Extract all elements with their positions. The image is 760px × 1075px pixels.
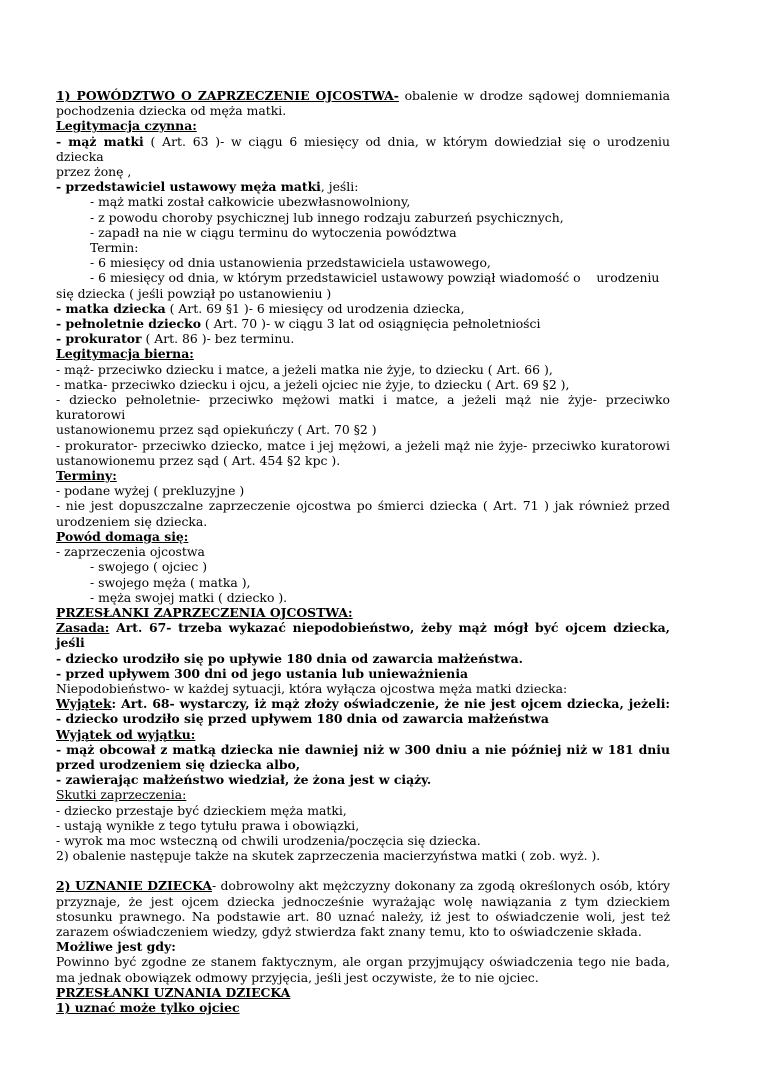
text-line: pochodzenia dziecka od męża matki. xyxy=(56,103,287,119)
section1-heading: 1) POWÓDZTWO O ZAPRZECZENIE OJCOSTWA- xyxy=(56,88,399,103)
subheading-powod: Powód domaga się: xyxy=(56,528,189,544)
section1-line1: 1) POWÓDZTWO O ZAPRZECZENIE OJCOSTWA- obalenie w drodze sądowej domniemania xyxy=(56,88,670,103)
text-line: 2) obalenie następuje także na skutek zaprzeczenia macierzyństwa matki ( zob. wyż. ). xyxy=(56,848,601,864)
list-item: - 6 miesięcy od dnia, w którym przedstawiciel ustawowy powziął wiadomość o urodzeniu xyxy=(90,270,660,286)
text-line: - pełnoletnie dziecko ( Art. 70 )- w ciągu 3 lat od osiągnięcia pełnoletniości xyxy=(56,316,541,332)
text-line: - przed upływem 300 dni od jego ustania lub unieważnienia xyxy=(56,665,469,681)
text-line: ma jednak obowiązek odmowy przyjęcia, jeśli jest oczywiste, że to nie ojciec. xyxy=(56,969,539,985)
text-line: - zawierając małżeństwo wiedział, że żona jest w ciąży. xyxy=(56,772,432,788)
subheading-legitymacja-czynna: Legitymacja czynna: xyxy=(56,118,197,134)
text-line: - dziecko urodziło się po upływie 180 dnia od zawarcia małżeństwa. xyxy=(56,650,523,666)
text-line: - podane wyżej ( prekluzyjne ) xyxy=(56,483,245,499)
text-line: Zasada: Art. 67- trzeba wykazać niepodobieństwo, żeby mąż mógł być ojcem dziecka, jeśli xyxy=(56,620,670,651)
text-line: Wyjątek: Art. 68- wystarczy, iż mąż złoży oświadczenie, że nie jest ojcem dziecka, jeżeli: xyxy=(56,696,670,712)
text-line: Termin: xyxy=(90,240,139,256)
text-line: przed urodzeniem się dziecka albo, xyxy=(56,756,301,772)
text-line: - prokurator ( Art. 86 )- bez terminu. xyxy=(56,331,295,347)
text-line: - mąż obcował z matką dziecka nie dawniej niż w 300 dniu a nie później niż w 181 dniu xyxy=(56,741,670,757)
text-line: urodzeniem się dziecka. xyxy=(56,513,208,529)
subheading-mozliwe: Możliwe jest gdy: xyxy=(56,939,176,955)
text-line: - mąż- przeciwko dziecku i matce, a jeżeli matka nie żyje, to dziecku ( Art. 66 ), xyxy=(56,361,553,377)
text-line: - dziecko pełnoletnie- przeciwko mężowi matki i matce, a jeżeli mąż nie żyje- przeciwko kuratorowi xyxy=(56,392,670,423)
text-line: - dziecko przestaje być dzieckiem męża matki, xyxy=(56,802,347,818)
subheading-legitymacja-bierna: Legitymacja bierna: xyxy=(56,346,194,362)
list-item: - swojego ( ojciec ) xyxy=(90,559,208,575)
text-line: - ustają wynikłe z tego tytułu prawa i obowiązki, xyxy=(56,817,360,833)
text-line: ustanowionemu przez sąd ( Art. 454 §2 kpc ). xyxy=(56,452,341,468)
text-line: ustanowionemu przez sąd opiekuńczy ( Art. 70 §2 ) xyxy=(56,422,377,438)
document-page xyxy=(56,88,670,1015)
text-line: - matka dziecka ( Art. 69 §1 )- 6 miesięcy od urodzenia dziecka, xyxy=(56,300,465,316)
text-line: - wyrok ma moc wsteczną od chwili urodzenia/poczęcia się dziecka. xyxy=(56,832,481,848)
text-line: zarazem oświadczeniem wiedzy, gdyż stwierdza fakt znany temu, kto to oświadczenie składa. xyxy=(56,923,642,939)
subheading-skutki: Skutki zaprzeczenia: xyxy=(56,787,187,803)
section2-heading: 2) UZNANIE DZIECKA xyxy=(56,878,212,894)
list-item: - mąż matki został całkowicie ubezwłasnowolniony, xyxy=(90,194,411,210)
text-line: stosunku prawnego. Na podstawie art. 80 uznać należy, iż jest to oświadczenie woli, jest też xyxy=(56,908,670,924)
subheading-przeslanki-zaprzeczenia: PRZESŁANKI ZAPRZECZENIA OJCOSTWA: xyxy=(56,604,353,620)
text-line: - prokurator- przeciwko dziecko, matce i jej mężowi, a jeżeli mąż nie żyje- przeciwko kuratorowi xyxy=(56,437,670,453)
text-line: się dziecka ( jeśli powziął po ustanowieniu ) xyxy=(56,285,332,301)
subheading-przeslanki-uznania: PRZESŁANKI UZNANIA DZIECKA xyxy=(56,984,291,1000)
text-line: - nie jest dopuszczalne zaprzeczenie ojcostwa po śmierci dziecka ( Art. 71 ) jak również przed xyxy=(56,498,670,514)
text-line: Niepodobieństwo- w każdej sytuacji, która wyłącza ojcostwa męża matki dziecka: xyxy=(56,680,568,696)
text-line: przez żonę , xyxy=(56,164,132,180)
list-item: - z powodu choroby psychicznej lub innego rodzaju zaburzeń psychicznych, xyxy=(90,209,564,225)
section2-line1: 2) UZNANIE DZIECKA- dobrowolny akt mężczyzny dokonany za zgodą określonych osób, który xyxy=(56,878,670,894)
spacer xyxy=(56,863,670,878)
text-line: - przedstawiciel ustawowy męża matki, jeśli: xyxy=(56,179,359,195)
list-item: - 6 miesięcy od dnia ustanowienia przedstawiciela ustawowego, xyxy=(90,255,491,271)
list-item: - męża swojej matki ( dziecko ). xyxy=(90,589,288,605)
text-line: - matka- przeciwko dziecku i ojcu, a jeżeli ojciec nie żyje, to dziecku ( Art. 69 §2 ), xyxy=(56,376,570,392)
text-line: - zaprzeczenia ojcostwa xyxy=(56,544,205,560)
list-item: - swojego męża ( matka ), xyxy=(90,574,251,590)
subheading-wyjatek-od-wyjatku: Wyjątek od wyjątku: xyxy=(56,726,196,742)
text-line: - mąż matki ( Art. 63 )- w ciągu 6 miesięcy od dnia, w którym dowiedział się o urodzeniu dziecka xyxy=(56,133,671,164)
subheading-uznac-moze: 1) uznać może tylko ojciec xyxy=(56,999,240,1015)
subheading-terminy: Terminy: xyxy=(56,468,117,484)
text-line: - dziecko urodziło się przed upływem 180 dnia od zawarcia małżeństwa xyxy=(56,711,549,727)
text-line: Powinno być zgodne ze stanem faktycznym, ale organ przyjmujący oświadczenia tego nie bada, xyxy=(56,954,670,970)
list-item: - zapadł na nie w ciągu terminu do wytoczenia powództwa xyxy=(90,224,457,240)
text-line: przyznaje, że jest ojcem dziecka jednocześnie wyrażając wolę nawiązania z tym dzieckiem xyxy=(56,893,670,909)
